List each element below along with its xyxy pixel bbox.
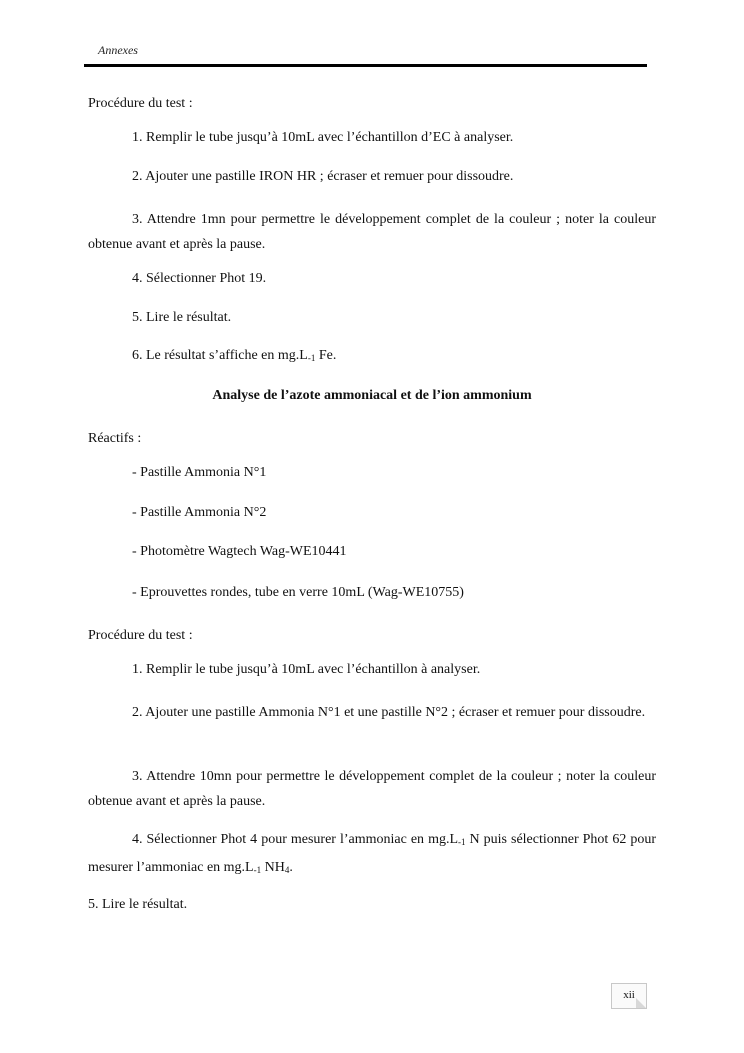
reagent-item: - Photomètre Wagtech Wag-WE10441 (132, 544, 347, 559)
ammonia-step-2: 2. Ajouter une pastille Ammonia N°1 et une pastille N°2 ; écraser et remuer pour dissoudre. (132, 705, 646, 720)
ammonia-step-4-exponent-2: -1 (253, 865, 262, 875)
ammonia-step-4-subscript: 4 (284, 865, 290, 875)
iron-step-6-text: 6. Le résultat s’affiche en mg.L (132, 348, 308, 363)
ammonia-step-4-text-c: NH (261, 860, 285, 875)
ammonia-step-4-text-d: . (289, 860, 293, 875)
page-number: xii (623, 989, 635, 1001)
iron-step-5: 5. Lire le résultat. (132, 310, 232, 325)
iron-procedure-heading: Procédure du test : (88, 96, 193, 111)
iron-step-2: 2. Ajouter une pastille IRON HR ; écraser et remuer pour dissoudre. (132, 169, 514, 184)
ammonia-step-3: 3. Attendre 10mn pour permettre le développement complet de la couleur ; noter la couleur obtenue avant et après la pause. (88, 769, 656, 809)
reagent-item: - Eprouvettes rondes, tube en verre 10mL (Wag-WE10755) (132, 585, 464, 600)
ammonia-procedure-heading: Procédure du test : (88, 628, 193, 643)
iron-step-4: 4. Sélectionner Phot 19. (132, 271, 267, 286)
ammonia-step-5: 5. Lire le résultat. (88, 897, 188, 912)
page-number-box (611, 983, 647, 1009)
ammonia-step-4-text-a: 4. Sélectionner Phot 4 pour mesurer l’ammoniac en mg.L (132, 832, 459, 847)
section-title: Analyse de l’azote ammoniacal et de l’ion ammonium (212, 388, 532, 403)
page-curl-icon (636, 998, 646, 1008)
header-rule (84, 64, 647, 67)
iron-step-3: 3. Attendre 1mn pour permettre le développement complet de la couleur ; noter la couleur obtenue avant et après la pause. (88, 212, 656, 252)
ammonia-step-1: 1. Remplir le tube jusqu’à 10mL avec l’échantillon à analyser. (132, 662, 481, 677)
iron-step-6-unit: Fe. (315, 348, 337, 363)
ammonia-step-4-exponent-1: -1 (458, 837, 466, 847)
ammonia-step-4-text-b: N puis sélectionner Phot 62 pour mesurer l’ammoniac en mg.L (88, 832, 657, 875)
reagents-heading: Réactifs : (88, 431, 142, 446)
iron-step-1: 1. Remplir le tube jusqu’à 10mL avec l’échantillon d’EC à analyser. (132, 130, 514, 145)
running-header: Annexes (98, 43, 138, 57)
iron-step-6 (132, 348, 336, 364)
reagent-item: - Pastille Ammonia N°1 (132, 465, 267, 480)
iron-step-6-exponent: -1 (307, 353, 316, 363)
reagent-item: - Pastille Ammonia N°2 (132, 505, 267, 520)
ammonia-step-4 (88, 827, 656, 883)
